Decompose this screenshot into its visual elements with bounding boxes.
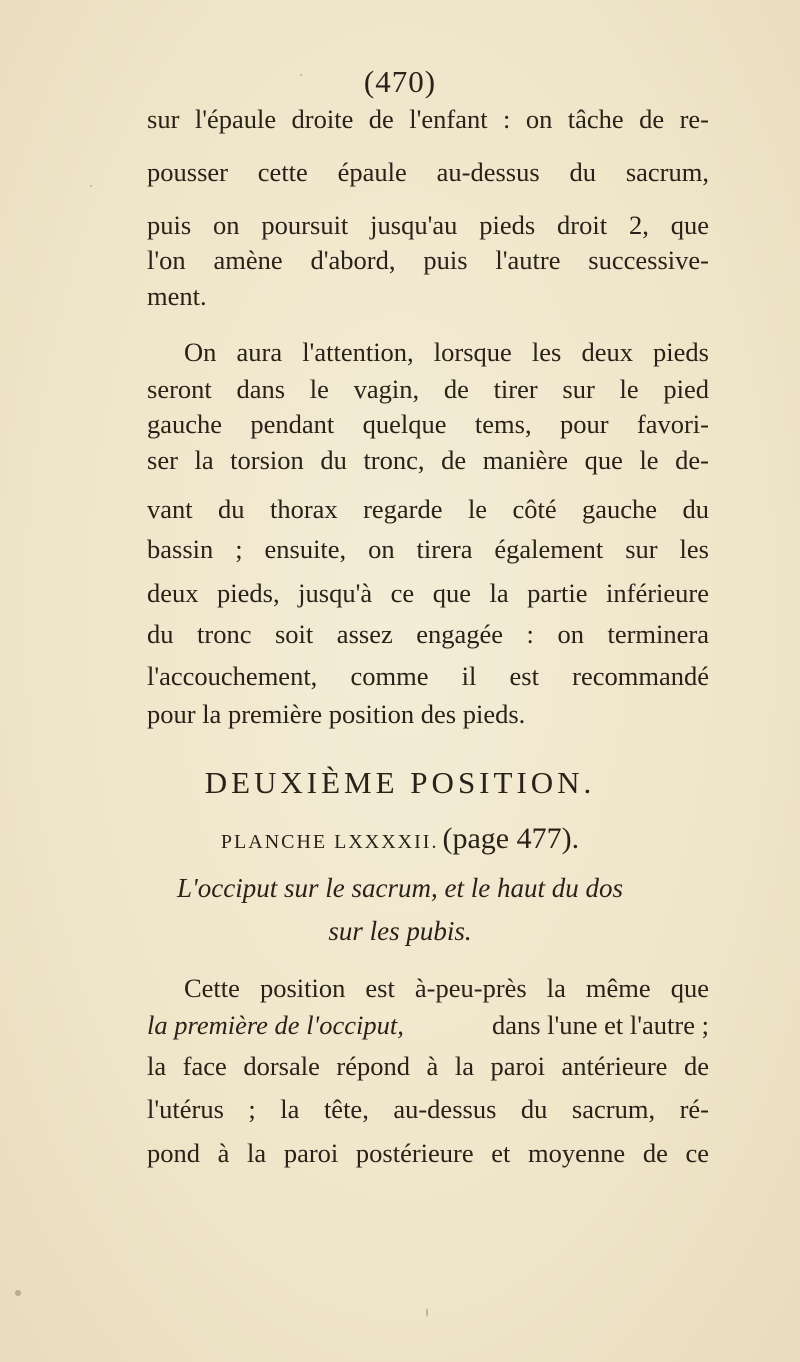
text-line: la face dorsale répond à la paroi antérieure de — [147, 1051, 709, 1081]
speck — [15, 1290, 21, 1296]
text-line: l'on amène d'abord, puis l'autre successive- — [147, 245, 709, 275]
text-line: gauche pendant quelque tems, pour favori- — [147, 409, 709, 439]
text-line: vant du thorax regarde le côté gauche du — [147, 494, 709, 524]
italic-phrase: la première de l'occiput, — [147, 1010, 404, 1040]
subtitle-line: L'occiput sur le sacrum, et le haut du dos — [177, 873, 623, 903]
plate-page-ref: (page 477). — [442, 822, 580, 855]
speck — [300, 74, 302, 76]
text-line: deux pieds, jusqu'à ce que la partie inférieure — [147, 578, 709, 608]
plate-label: PLANCHE LXXXXII. — [220, 831, 439, 853]
section-heading: DEUXIÈME POSITION. — [204, 765, 596, 800]
text-line: ser la torsion du tronc, de manière que le de- — [147, 445, 709, 475]
text-line: Cette position est à-peu-près la même que — [184, 973, 709, 1003]
plate-reference — [0, 822, 800, 856]
text-line: On aura l'attention, lorsque les deux pieds — [184, 337, 709, 367]
text-line: puis on poursuit jusqu'au pieds droit 2, que — [147, 210, 709, 240]
text-line: pond à la paroi postérieure et moyenne de ce — [147, 1138, 709, 1168]
text-line-mixed — [147, 1012, 709, 1039]
text-line: sur l'épaule droite de l'enfant : on tâche de re- — [147, 104, 709, 134]
text-line: l'accouchement, comme il est recommandé — [147, 661, 709, 691]
speck — [90, 185, 92, 187]
text-line: seront dans le vagin, de tirer sur le pied — [147, 374, 709, 404]
text-line: du tronc soit assez engagée : on terminera — [147, 619, 709, 649]
text-line: pousser cette épaule au-dessus du sacrum, — [147, 157, 709, 187]
speck — [426, 1308, 428, 1317]
text-line: l'utérus ; la tête, au-dessus du sacrum, ré- — [147, 1094, 709, 1124]
page-number: (470) — [363, 64, 437, 99]
subtitle-line: sur les pubis. — [328, 916, 472, 946]
text-line: pour la première position des pieds. — [147, 699, 526, 729]
text-line: bassin ; ensuite, on tirera également sur les — [147, 534, 709, 564]
text-run: dans l'une et l'autre ; — [491, 1010, 709, 1040]
text-line: ment. — [147, 281, 207, 311]
